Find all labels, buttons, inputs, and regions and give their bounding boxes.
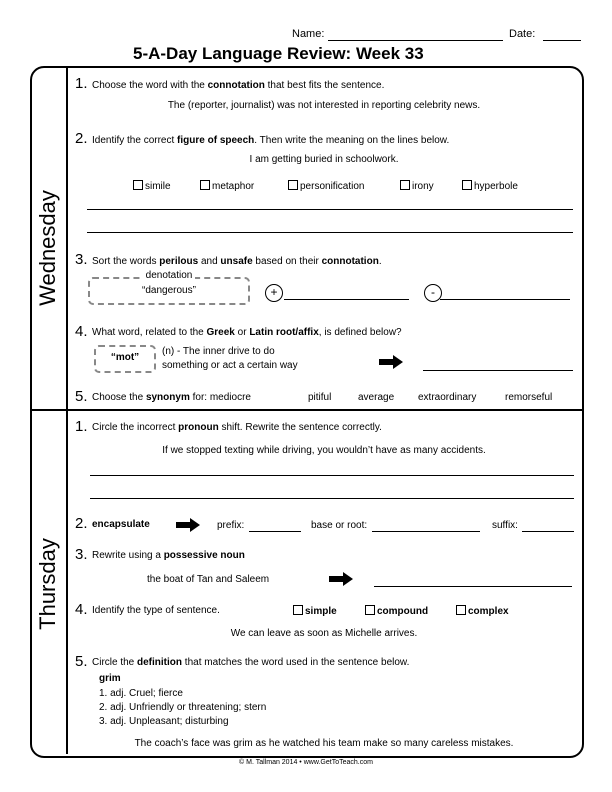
option-simple[interactable]: simple	[293, 605, 337, 617]
day-divider	[31, 409, 582, 411]
possessive-answer-line[interactable]	[374, 586, 572, 587]
root-label: base or root:	[311, 520, 368, 531]
prefix-answer-line[interactable]	[249, 531, 301, 532]
denotation-label: denotation	[88, 270, 250, 281]
footer-copyright: © M. Tallman 2014 • www.GetToTeach.com	[239, 759, 373, 766]
thu-q3-number: 3.	[75, 546, 88, 563]
wed-q3-number: 3.	[75, 251, 88, 268]
synonym-option-average[interactable]: average	[358, 392, 395, 403]
option-hyperbole[interactable]: hyperbole	[462, 180, 518, 192]
negative-connotation-icon: -	[424, 284, 442, 302]
wednesday-label: Wednesday	[35, 190, 60, 306]
wed-q4-number: 4.	[75, 323, 88, 340]
date-line[interactable]	[543, 40, 581, 41]
thu-q3-prompt: Rewrite using a possessive noun	[92, 550, 245, 561]
answer-line[interactable]	[87, 209, 573, 210]
root-answer-line[interactable]	[423, 370, 573, 371]
checkbox[interactable]	[456, 605, 466, 615]
thu-q5-word: grim	[99, 673, 121, 684]
checkbox[interactable]	[365, 605, 375, 615]
thu-q4-number: 4.	[75, 601, 88, 618]
thu-q2-number: 2.	[75, 515, 88, 532]
name-label: Name:	[292, 28, 325, 40]
arrow-right-icon	[176, 518, 200, 532]
root-answer-line[interactable]	[372, 531, 480, 532]
denotation-value: “dangerous”	[142, 285, 196, 296]
answer-line[interactable]	[87, 232, 573, 233]
positive-connotation-icon: +	[265, 284, 283, 302]
wed-q4-prompt: What word, related to the Greek or Latin root/affix, is defined below?	[92, 327, 402, 338]
arrow-right-icon	[329, 572, 353, 586]
wed-q3-prompt: Sort the words perilous and unsafe based on their connotation.	[92, 256, 382, 267]
definition-option[interactable]: 2. adj. Unfriendly or threatening; stern	[99, 702, 267, 713]
synonym-option-extraordinary[interactable]: extraordinary	[418, 392, 477, 403]
option-simile[interactable]: simile	[133, 180, 171, 192]
definition-option[interactable]: 1. adj. Cruel; fierce	[99, 688, 183, 699]
thu-q1-sentence: If we stopped texting while driving, you wouldn’t have as many accidents.	[162, 445, 486, 456]
checkbox[interactable]	[133, 180, 143, 190]
answer-line[interactable]	[90, 498, 574, 499]
wed-q1-sentence: The (reporter, journalist) was not interested in reporting celebrity news.	[167, 100, 481, 111]
arrow-right-icon	[379, 355, 403, 369]
checkbox[interactable]	[462, 180, 472, 190]
page-title: 5-A-Day Language Review: Week 33	[133, 44, 424, 63]
thu-q3-phrase: the boat of Tan and Saleem	[147, 574, 270, 585]
thu-q5-sentence: The coach’s face was grim as he watched his team make so many careless mistakes.	[134, 738, 514, 749]
root-value: “mot”	[110, 352, 140, 363]
checkbox[interactable]	[400, 180, 410, 190]
suffix-answer-line[interactable]	[522, 531, 574, 532]
thu-q4-prompt: Identify the type of sentence.	[92, 605, 220, 616]
thu-q2-word: encapsulate	[92, 519, 150, 530]
checkbox[interactable]	[288, 180, 298, 190]
option-irony[interactable]: irony	[400, 180, 434, 192]
label-column-divider	[66, 68, 68, 754]
checkbox[interactable]	[200, 180, 210, 190]
definition-line-1: (n) - The inner drive to do	[162, 346, 275, 357]
wed-q1-number: 1.	[75, 75, 88, 92]
definition-option[interactable]: 3. adj. Unpleasant; disturbing	[99, 716, 229, 727]
synonym-option-remorseful[interactable]: remorseful	[505, 392, 553, 403]
answer-line[interactable]	[90, 475, 574, 476]
thu-q1-number: 1.	[75, 418, 88, 435]
option-compound[interactable]: compound	[365, 605, 428, 617]
thu-q5-number: 5.	[75, 653, 88, 670]
name-line[interactable]	[328, 40, 503, 41]
thu-q4-sentence: We can leave as soon as Michelle arrives.	[230, 628, 418, 639]
wed-q2-prompt: Identify the correct figure of speech. Then write the meaning on the lines below.	[92, 135, 450, 146]
negative-answer-line[interactable]	[440, 299, 570, 300]
definition-line-2: something or act a certain way	[162, 360, 298, 371]
option-metaphor[interactable]: metaphor	[200, 180, 254, 192]
wed-q2-number: 2.	[75, 130, 88, 147]
option-complex[interactable]: complex	[456, 605, 509, 617]
wed-q1-prompt: Choose the word with the connotation that best fits the sentence.	[92, 80, 385, 91]
thu-q1-prompt: Circle the incorrect pronoun shift. Rewrite the sentence correctly.	[92, 422, 382, 433]
option-personification[interactable]: personification	[288, 180, 364, 192]
checkbox[interactable]	[293, 605, 303, 615]
thursday-label: Thursday	[35, 538, 60, 630]
wed-q5-number: 5.	[75, 388, 88, 405]
suffix-label: suffix:	[492, 520, 518, 531]
synonym-option-pitiful[interactable]: pitiful	[308, 392, 332, 403]
positive-answer-line[interactable]	[284, 299, 409, 300]
thu-q5-prompt: Circle the definition that matches the word used in the sentence below.	[92, 657, 410, 668]
wed-q2-sentence: I am getting buried in schoolwork.	[249, 154, 399, 165]
prefix-label: prefix:	[217, 520, 245, 531]
date-label: Date:	[509, 28, 536, 40]
wed-q5-prompt: Choose the synonym for: mediocre	[92, 392, 251, 403]
review-box	[30, 66, 584, 758]
